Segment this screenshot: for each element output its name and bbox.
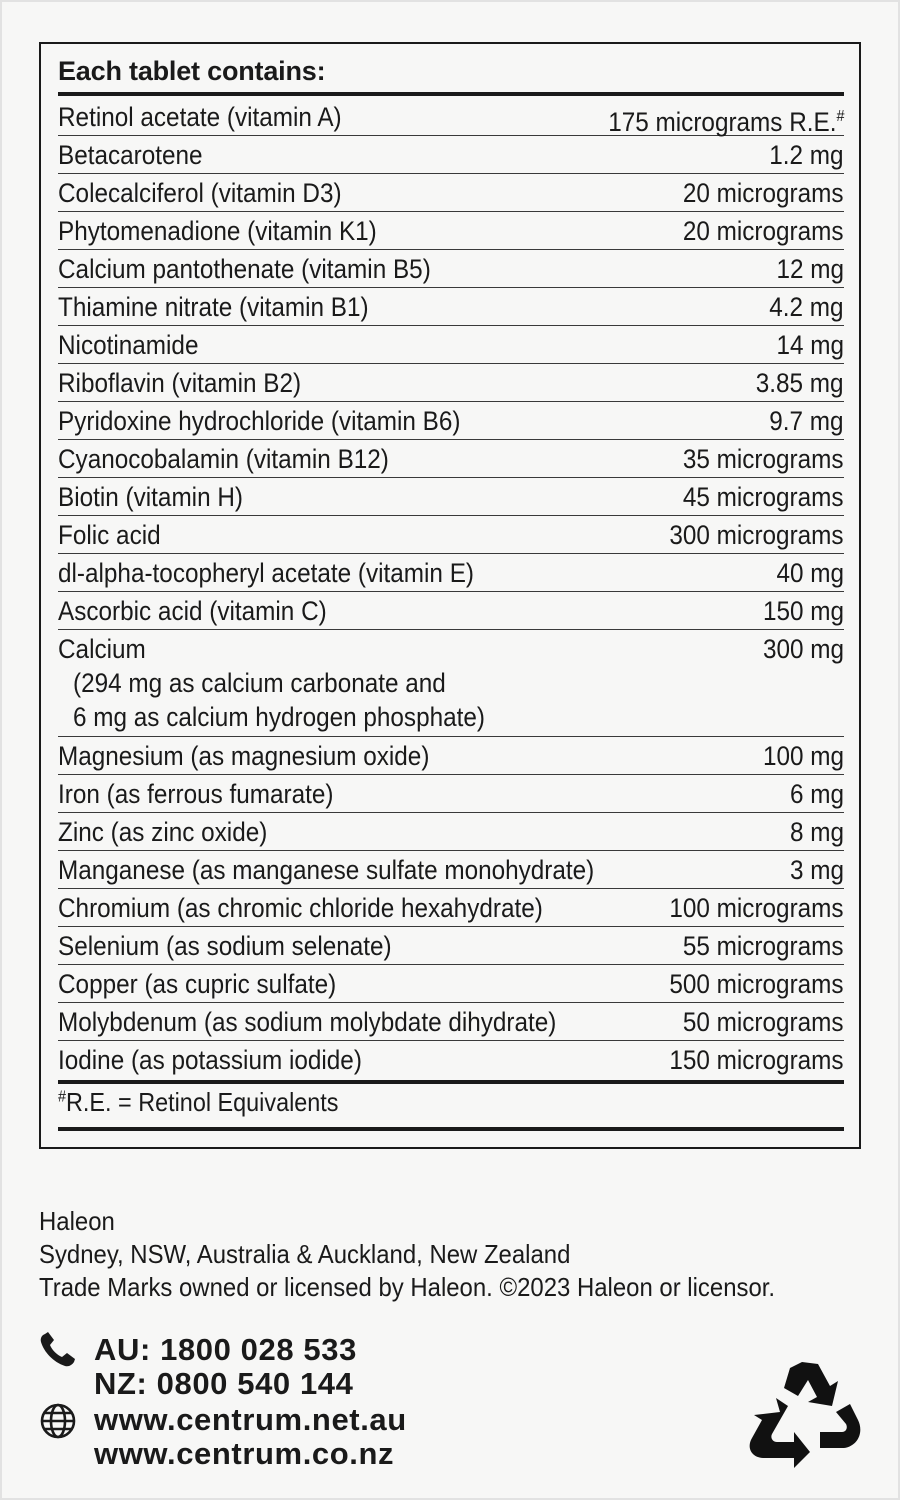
recycle-icon [746, 1360, 862, 1473]
heading-rule [58, 92, 844, 96]
amount-value: 6 mg [789, 779, 844, 809]
ingredient-name: Folic acid [58, 520, 161, 550]
amount-value: 3.85 mg [756, 368, 844, 398]
ingredient-name: Nicotinamide [58, 330, 199, 360]
amount-value: 45 micrograms [683, 482, 844, 512]
ingredient-amount [683, 176, 844, 210]
ingredient-name: Thiamine nitrate (vitamin B1) [58, 292, 369, 322]
company-info [39, 1205, 775, 1304]
au-phone: AU: 1800 028 533 [94, 1332, 357, 1367]
ingredient-amount [770, 138, 844, 172]
bottom-rule [58, 1127, 844, 1131]
website-nz[interactable]: www.centrum.co.nz [94, 1436, 395, 1471]
table-row [58, 364, 844, 402]
ingredient-name: Chromium (as chromic chloride hexahydrate) [58, 893, 543, 923]
ingredient-name: Manganese (as manganese sulfate monohydrate) [58, 855, 595, 885]
amount-value: 8 mg [789, 817, 844, 847]
table-row [58, 516, 844, 554]
amount-footnote-marker: # [835, 108, 844, 125]
amount-value: 20 micrograms [683, 178, 844, 208]
ingredient-amount [776, 328, 844, 362]
website-au[interactable]: www.centrum.net.au [94, 1402, 407, 1437]
table-row [58, 1003, 844, 1041]
ingredient-amount [763, 739, 844, 773]
ingredient-name: Zinc (as zinc oxide) [58, 817, 268, 847]
ingredient-amount [683, 214, 844, 248]
table-row [58, 775, 844, 813]
amount-value: 55 micrograms [683, 931, 844, 961]
ingredient-amount [763, 632, 844, 666]
amount-value: 35 micrograms [683, 444, 844, 474]
ingredient-amount [790, 777, 844, 811]
ingredient-amount [770, 404, 844, 438]
ingredient-detail: (294 mg as calcium carbonate and [73, 668, 446, 698]
amount-value: 150 mg [762, 596, 844, 626]
table-row [58, 98, 844, 136]
nutrition-table [39, 42, 861, 1149]
amount-value: 500 micrograms [669, 969, 844, 999]
amount-value: 4.2 mg [769, 292, 844, 322]
ingredient-name: Iron (as ferrous fumarate) [58, 779, 334, 809]
table-row [58, 478, 844, 516]
ingredient-amount [670, 1043, 844, 1077]
ingredient-amount [683, 442, 844, 476]
ingredient-name: Selenium (as sodium selenate) [58, 931, 392, 961]
ingredient-name: Phytomenadione (vitamin K1) [58, 216, 377, 246]
table-row [58, 737, 844, 775]
table-row [58, 174, 844, 212]
globe-icon [39, 1402, 77, 1445]
footnote [58, 1087, 339, 1118]
amount-value: 1.2 mg [769, 140, 844, 170]
nz-phone: NZ: 0800 540 144 [94, 1366, 354, 1401]
ingredient-name: Magnesium (as magnesium oxide) [58, 741, 430, 771]
ingredient-amount [683, 1005, 844, 1039]
amount-value: 50 micrograms [683, 1007, 844, 1037]
table-row [58, 288, 844, 326]
table-row [58, 927, 844, 965]
table-row [58, 326, 844, 364]
amount-value: 14 mg [776, 330, 844, 360]
ingredient-amount [670, 967, 844, 1001]
ingredient-amount [790, 853, 844, 887]
company-name: Haleon [39, 1206, 115, 1236]
table-row [58, 440, 844, 478]
ingredient-name: Ascorbic acid (vitamin C) [58, 596, 327, 626]
ingredient-detail: 6 mg as calcium hydrogen phosphate) [73, 702, 485, 732]
company-location: Sydney, NSW, Australia & Auckland, New Zealand [39, 1239, 571, 1269]
table-row [58, 889, 844, 927]
table-row [58, 1041, 844, 1079]
ingredient-amount [763, 594, 844, 628]
amount-value: 40 mg [776, 558, 844, 588]
ingredient-name: Pyridoxine hydrochloride (vitamin B6) [58, 406, 461, 436]
ingredient-amount [770, 290, 844, 324]
ingredient-name: Calcium [58, 634, 146, 664]
ingredient-name: Retinol acetate (vitamin A) [58, 102, 342, 132]
table-row [58, 402, 844, 440]
ingredient-amount [608, 100, 844, 139]
ingredient-name: Calcium pantothenate (vitamin B5) [58, 254, 431, 284]
ingredient-name: Riboflavin (vitamin B2) [58, 368, 302, 398]
ingredient-rows [58, 98, 844, 1079]
amount-value: 300 mg [762, 634, 844, 664]
ingredient-name: Copper (as cupric sulfate) [58, 969, 337, 999]
table-row [58, 136, 844, 174]
amount-value: 100 mg [762, 741, 844, 771]
ingredient-name: Cyanocobalamin (vitamin B12) [58, 444, 389, 474]
ingredient-amount [756, 366, 844, 400]
ingredient-amount [683, 929, 844, 963]
amount-value: 9.7 mg [769, 406, 844, 436]
ingredient-name: Colecalciferol (vitamin D3) [58, 178, 342, 208]
ingredient-name: Biotin (vitamin H) [58, 482, 243, 512]
table-row [58, 212, 844, 250]
ingredient-amount [683, 480, 844, 514]
table-row [58, 813, 844, 851]
ingredient-amount [670, 891, 844, 925]
footnote-marker: # [58, 1088, 67, 1106]
amount-value: 100 micrograms [669, 893, 844, 923]
ingredient-amount [790, 815, 844, 849]
amount-value: 20 micrograms [683, 216, 844, 246]
amount-value: 150 micrograms [669, 1045, 844, 1075]
ingredient-name: dl-alpha-tocopheryl acetate (vitamin E) [58, 558, 474, 588]
table-row [58, 851, 844, 889]
ingredient-name: Molybdenum (as sodium molybdate dihydrate) [58, 1007, 557, 1037]
amount-value: 300 micrograms [669, 520, 844, 550]
ingredient-amount [776, 556, 844, 590]
trademark-notice: Trade Marks owned or licensed by Haleon. ©2023 Haleon or licensor. [39, 1272, 776, 1302]
ingredient-amount [670, 518, 844, 552]
table-row [58, 554, 844, 592]
table-row [58, 592, 844, 630]
ingredient-name: Iodine (as potassium iodide) [58, 1045, 362, 1075]
phone-icon [39, 1332, 77, 1373]
ingredient-name: Betacarotene [58, 140, 203, 170]
footer-rule [58, 1080, 844, 1084]
table-row [58, 250, 844, 288]
footnote-text: R.E. = Retinol Equivalents [66, 1087, 339, 1117]
table-row [58, 630, 844, 737]
table-row [58, 965, 844, 1003]
amount-value: 3 mg [789, 855, 844, 885]
amount-value: 175 micrograms R.E. [607, 107, 836, 137]
amount-value: 12 mg [776, 254, 844, 284]
table-heading: Each tablet contains: [58, 56, 326, 86]
ingredient-amount [776, 252, 844, 286]
